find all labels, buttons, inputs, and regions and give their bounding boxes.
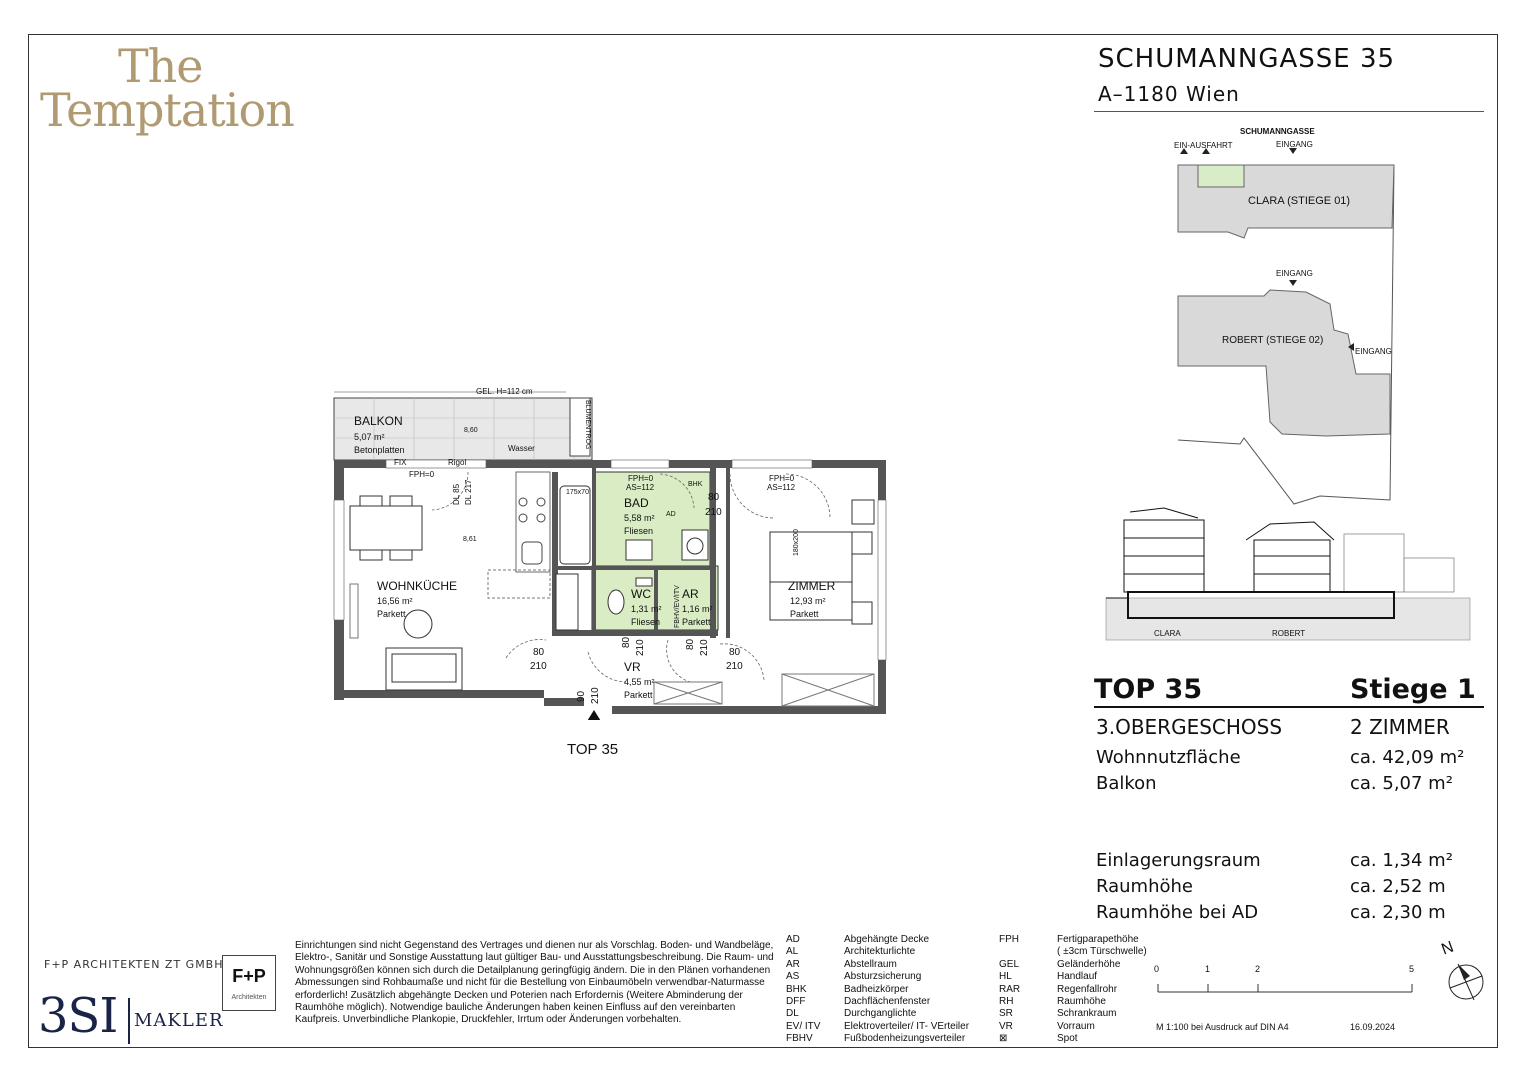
legend-abbr: AD [786,934,800,945]
legend-text: Durchganglichte [844,1008,917,1020]
legend-item [786,1008,969,1020]
address-street: SCHUMANNGASSE 35 [1098,44,1396,74]
legend-item [999,1021,1147,1033]
legend-text: Badheizkörper [844,983,909,995]
row-value: ca. 2,52 m [1350,876,1446,897]
legend-item [786,984,969,996]
unit-rooms: 2 ZIMMER [1350,715,1450,739]
legend-text: Fertigparapethöhe [1057,934,1139,945]
scale-tick: 1 [1205,964,1211,974]
legend-text: Abstellraum [844,958,897,970]
plan-level-861: 8,61 [463,536,477,543]
plan-fix: FIX [394,458,407,467]
section-clara: CLARA [1154,629,1181,638]
plan-fbhv: FBHV/EV/ITV [674,585,681,628]
row-value: ca. 42,09 m² [1350,747,1465,768]
plan-bad-fph: FPH=0 [628,474,654,483]
legend-text: Elektroverteiler/ IT- VErteiler [844,1020,970,1032]
row-value: ca. 5,07 m² [1350,773,1453,794]
fp-logo-sub: Architekten [231,994,267,1001]
legend-abbr: ⊠ [999,1033,1008,1045]
plan-level-860: 8,60 [464,427,478,434]
legend-item [786,1021,969,1033]
makler-logo: MAKLER [134,1010,224,1031]
plan-fph0: FPH=0 [409,470,435,479]
plan-vr: VR [624,660,641,674]
site-eingang-top: EINGANG [1276,140,1313,149]
plan-gel: GEL. H=112 cm [476,387,533,396]
plan-bad-mat: Fliesen [624,526,654,536]
fp-logo-text: F+P [232,966,266,986]
plan-vr-mat: Parkett [624,690,653,700]
legend-abbr: BHK [786,983,807,995]
legend-col-1 [786,934,969,1046]
site-robert: ROBERT (STIEGE 02) [1222,335,1324,346]
plan-wk-mat: Parkett [377,609,406,619]
legend-item [999,1033,1147,1045]
site-street-label: SCHUMANNGASSE [1240,127,1315,136]
scale-tick: 0 [1154,964,1160,974]
plan-door-width: 80 [708,492,720,503]
3si-divider [128,998,130,1044]
legend-item [999,946,1147,958]
plan-z-fph: FPH=0 [769,474,795,483]
3si-logo: 3SI [38,988,118,1044]
legend-text: Regenfallrohr [1057,983,1118,995]
legend-item [999,959,1147,971]
plan-door-width: 80 [729,647,741,658]
plan-wohnkueche: WOHNKÜCHE [377,579,457,593]
plan-vr-area: 4,55 m² [624,677,655,687]
legend-item [786,971,969,983]
legend-text: Architekturlichte [844,946,916,958]
row-value: ca. 2,30 m [1350,902,1446,923]
legend-item [999,984,1147,996]
plan-dl85: DL 85 [452,483,461,505]
info-rule [1094,706,1484,708]
legend-abbr: RAR [999,983,1021,995]
plan-z-as: AS=112 [767,483,796,492]
plan-ad: AD [666,511,676,518]
header-rule [1094,111,1484,112]
legend-text: Handlauf [1057,971,1098,983]
plan-bad-area: 5,58 m² [624,513,655,523]
legend-text: Abgehängte Decke [844,934,930,945]
plan-door-height: 210 [530,661,547,672]
brand-line-1: The [118,39,203,93]
unit-floor: 3.OBERGESCHOSS [1096,715,1283,739]
plan-tub: 175x70 [566,489,589,496]
row-label: Einlagerungsraum [1096,850,1261,871]
plan-ar: AR [682,587,699,601]
floor-plan [326,390,896,720]
row-label: Raumhöhe [1096,876,1193,897]
plan-zimmer-area: 12,93 m² [790,596,826,606]
plan-bhk: BHK [688,481,703,488]
legend-text: ( ±3cm Türschwelle) [1057,946,1147,958]
plan-wk-area: 16,56 m² [377,596,413,606]
scale-bar [1150,976,1420,998]
legend-abbr: SR [999,1008,1013,1020]
plan-dl217: DL 217 [464,479,473,505]
plan-door-width: 80 [685,638,696,650]
plan-door-width: 80 [533,647,545,658]
site-clara: CLARA (STIEGE 01) [1248,195,1351,207]
legend-text: Fußbodenheizungsverteiler [844,1033,966,1045]
plan-zimmer: ZIMMER [788,579,836,593]
legend-abbr: AS [786,971,800,983]
plan-date: 16.09.2024 [1350,1022,1396,1032]
plan-bad-as: AS=112 [626,483,655,492]
legend-text: Schrankraum [1057,1008,1117,1020]
arrow-down-icon [1289,280,1297,286]
legend-item [999,1008,1147,1020]
plan-door-width: 90 [576,690,587,702]
legend-abbr: AR [786,958,800,970]
unit-stiege: Stiege 1 [1350,674,1476,705]
scale-note: M 1:100 bei Ausdruck auf DIN A4 [1156,1022,1289,1032]
legend-text: Geländerhöhe [1057,958,1121,970]
legend-item [786,959,969,971]
entry-arrow-icon [584,710,604,720]
legend-text: Vorraum [1057,1020,1095,1032]
legend-text: Dachflächenfenster [844,996,931,1008]
row-value: ca. 1,34 m² [1350,850,1453,871]
brand-logo [40,39,294,137]
legend-item [999,996,1147,1008]
plan-door-height: 210 [705,507,722,518]
legend-abbr: DL [786,1008,799,1020]
plan-wc: WC [631,587,651,601]
plan-rigol: Rigol [448,458,467,467]
legend-item [786,934,969,946]
address-city: A–1180 Wien [1098,82,1240,106]
fp-logo [222,955,276,1011]
legend-item [999,934,1147,946]
legend-abbr: RH [999,996,1014,1008]
north-label: N [1439,938,1456,959]
plan-door-height: 210 [590,687,601,704]
plan-door-width: 80 [621,636,632,648]
site-eingang-side: EINGANG [1355,347,1392,356]
plan-bad: BAD [624,496,649,510]
plan-door-height: 210 [726,661,743,672]
plan-ar-area: 1,16 m² [682,604,713,614]
legend-item [786,1033,969,1045]
site-eingang-mid: EINGANG [1276,269,1313,278]
legend-item [999,971,1147,983]
scale-tick: 2 [1255,964,1261,974]
row-label: Balkon [1096,773,1157,794]
plan-blumentrog: BLUMENTROG [584,400,591,450]
scale-tick: 5 [1409,964,1415,974]
plan-wc-area: 1,31 m² [631,604,662,614]
plan-balkon-mat: Betonplatten [354,445,405,455]
plan-balkon-area: 5,07 m² [354,432,385,442]
plan-zimmer-mat: Parkett [790,609,819,619]
legend-abbr: VR [999,1020,1013,1032]
architect-name: F+P ARCHITEKTEN ZT GMBH [44,958,224,971]
legend-text: Raumhöhe [1057,996,1106,1008]
plan-bed: 180x200 [793,529,800,556]
plan-wasser: Wasser [508,444,535,453]
section-robert: ROBERT [1272,629,1306,638]
legend-abbr: FPH [999,934,1019,945]
legend-text: Spot [1057,1033,1078,1045]
disclaimer-text: Einrichtungen sind nicht Gegenstand des Vertrages und dienen nur als Vorschlag. Boden- und Wandbeläge, Elektro-, Sanitär und Sonstige Ausstattung laut gültiger Bau- und Ausstattungsbeschreibung. Die Raum- und Wohnungsgrößen können sich durch die Detailplanung geringfügig ändern. Die in den Plänen vorhandenen Abmessungen sind Rohbaumaße und nicht für die Bestellung von Einbaumöbeln verwendbar-Naturmasse erforderlich! Zusätzlich abgehängte Decken und Poterien nach Erfordernis (Weitere Abminderung der Raumhöhe möglich). Notwendige bauliche Änderungen haben keinen Einfluss auf den vereinbarten Kaufpreis. Unverbindliche Plankopie, Druckfehler, Irrtum oder Änderungen vorbehalten. [295,940,774,1026]
plan-door-height: 210 [699,639,710,656]
legend-item [786,946,969,958]
plan-door-height: 210 [635,639,646,656]
legend-text: Absturzsicherung [844,971,922,983]
legend-abbr: AL [786,946,799,958]
plan-ar-mat: Parkett [682,617,711,627]
site-ein-ausfahrt: EIN-AUSFAHRT [1174,141,1233,150]
legend-col-2 [999,934,1147,1046]
brand-line-2: Temptation [40,83,294,137]
row-label: Raumhöhe bei AD [1096,902,1259,923]
legend-item [786,996,969,1008]
plan-wc-mat: Fliesen [631,617,661,627]
plan-balkon: BALKON [354,414,403,428]
legend-abbr: EV/ ITV [786,1020,821,1032]
legend-abbr: DFF [786,996,806,1008]
unit-top: TOP 35 [1094,674,1203,705]
north-arrow-icon [1442,950,1492,1014]
row-label: Wohnnutzfläche [1096,747,1241,768]
legend-abbr: FBHV [786,1033,813,1045]
plan-top-label: TOP 35 [567,741,619,758]
legend-abbr: GEL [999,958,1020,970]
legend-abbr: HL [999,971,1012,983]
